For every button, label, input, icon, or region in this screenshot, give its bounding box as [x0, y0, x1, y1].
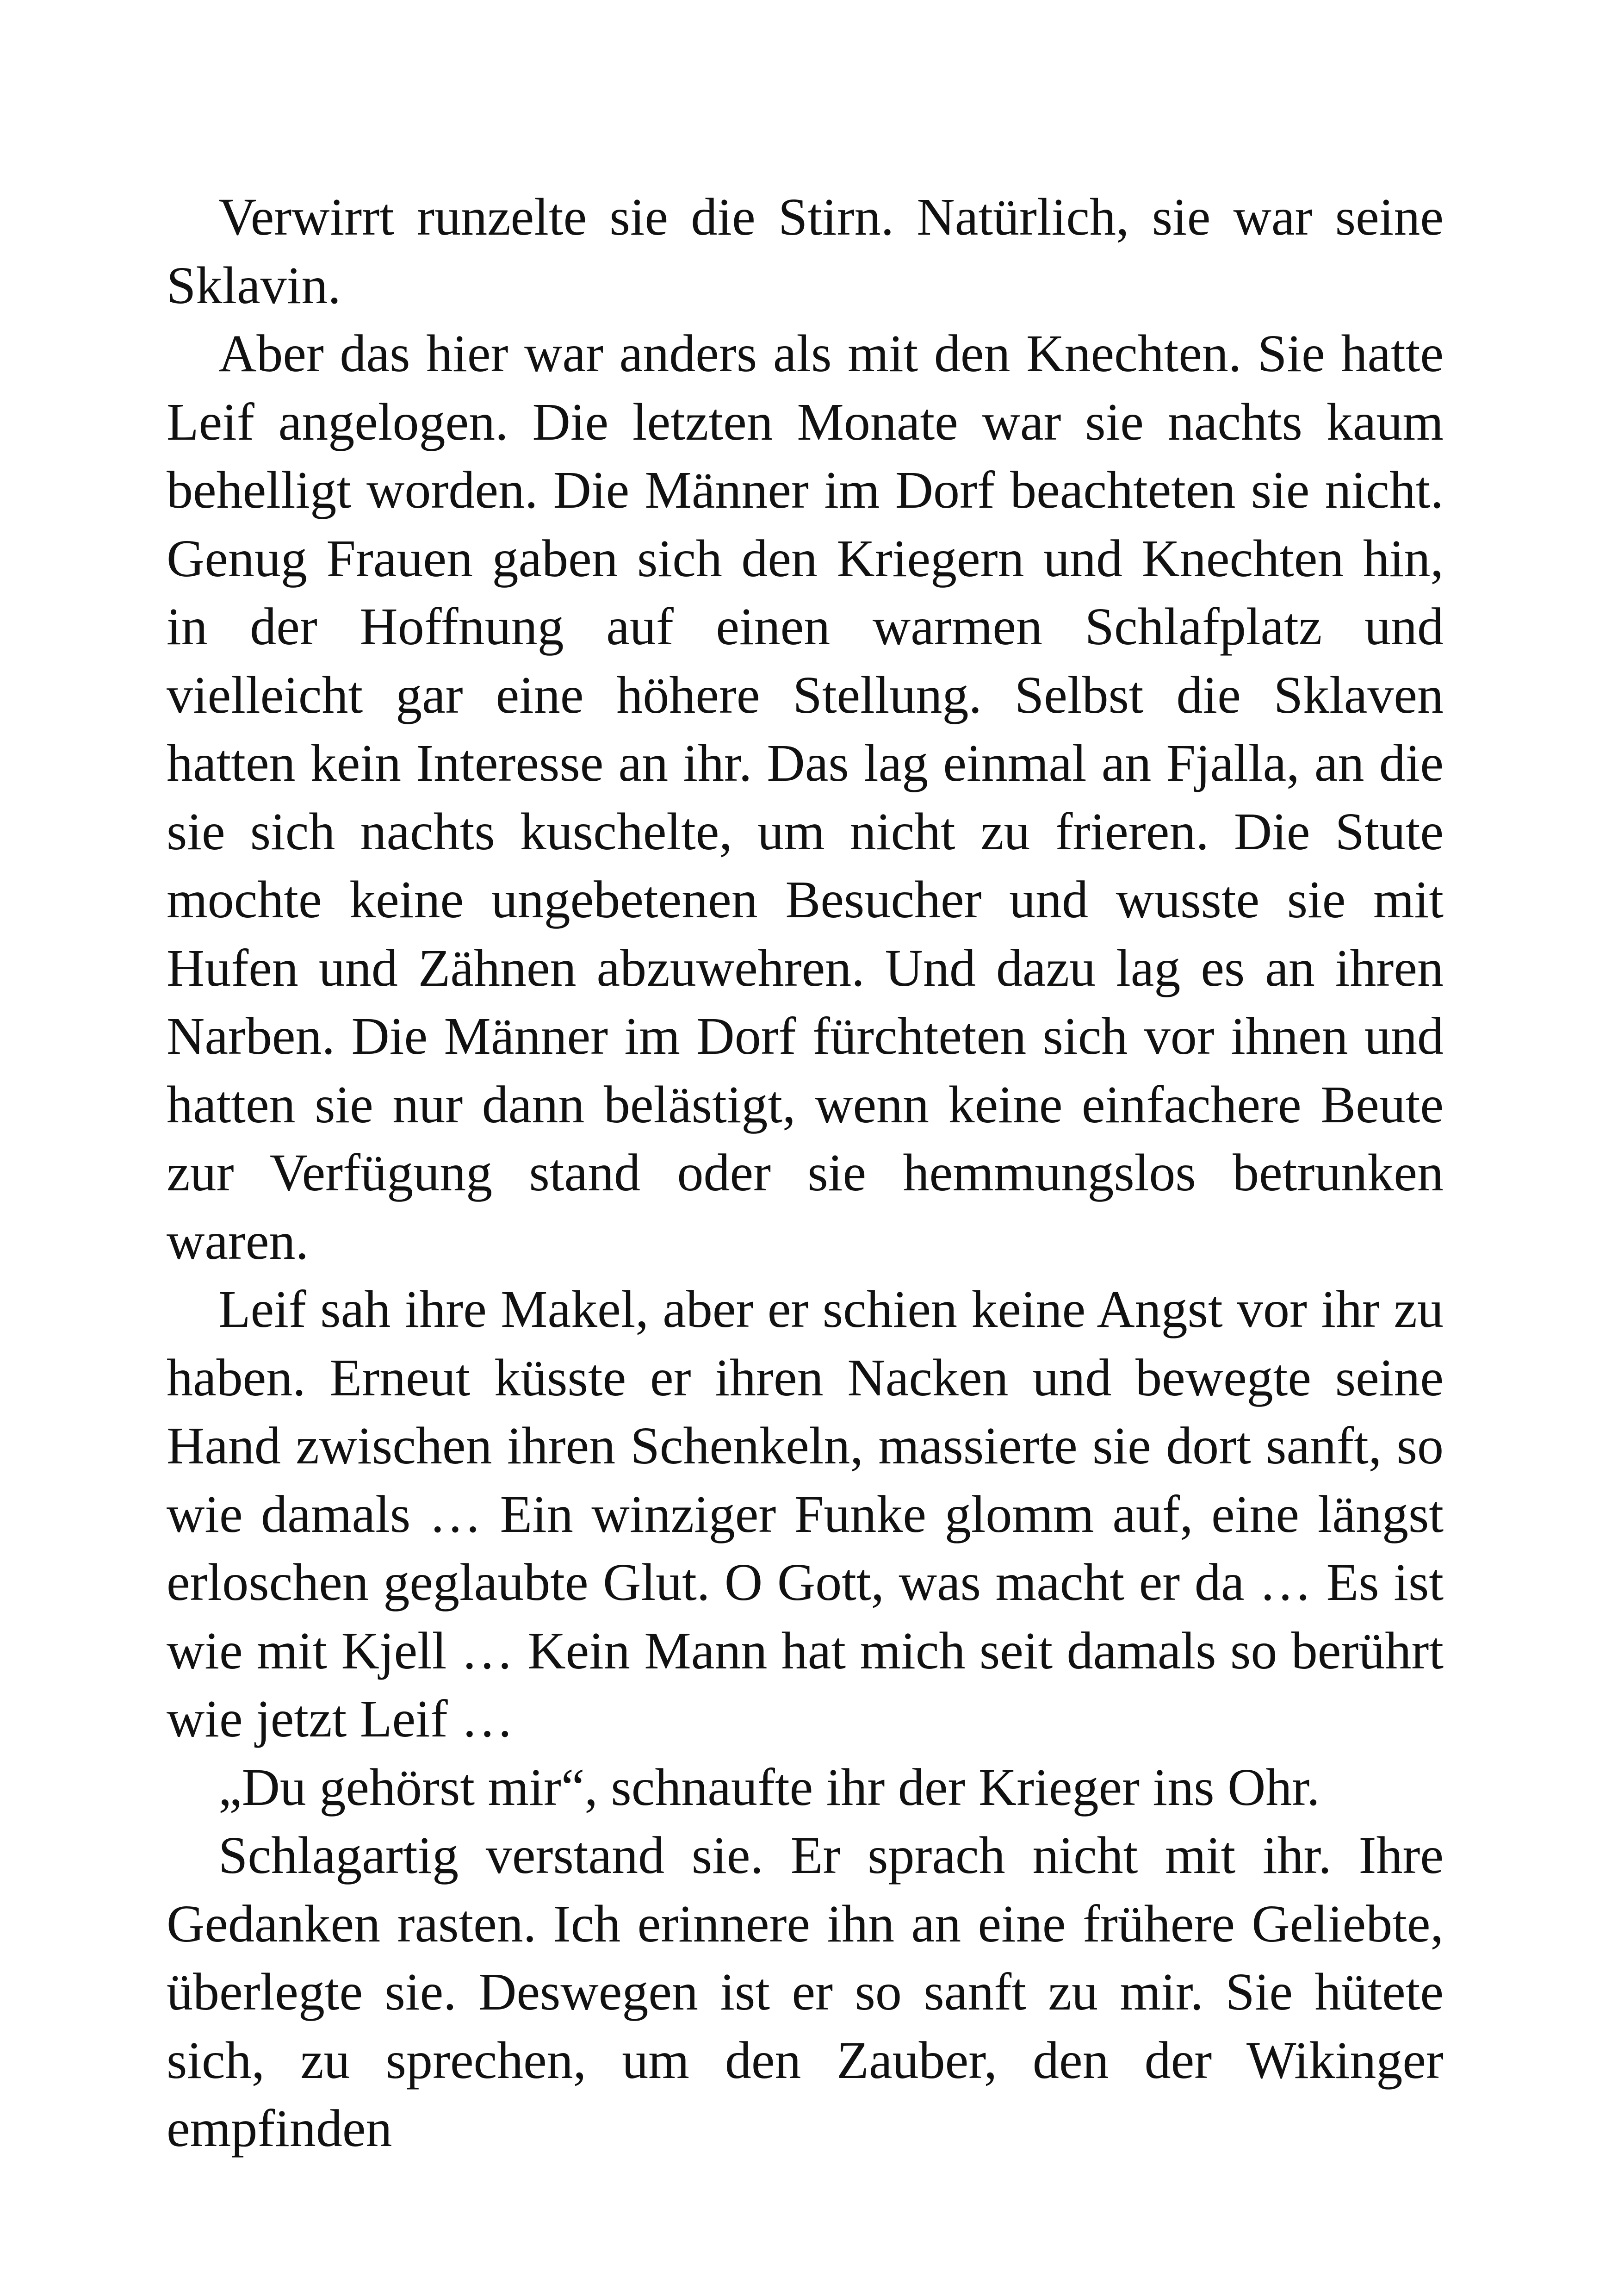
- paragraph-4: „Du gehörst mir“, schnaufte ihr der Krieger ins Ohr.: [218, 1757, 1320, 1817]
- body-text: [167, 183, 1444, 2163]
- paragraph-3: Leif sah ihre Makel, aber er schien keine Angst vor ihr zu haben. Erneut küsste er ihren Nacken und bewegte seine Hand zwischen ihren Schenkeln, massierte sie dort sanft, so wie damals … Ein winziger Funke glomm auf, eine längst erloschen geglaubte Glut. O Gott, was macht er da … Es ist wie mit Kjell … Kein Mann hat mich seit damals so berührt wie jetzt Leif …: [167, 1280, 1444, 1748]
- paragraph-1: Verwirrt runzelte sie die Stirn. Natürlich, sie war seine Sklavin.: [167, 187, 1444, 315]
- paragraph-2: Aber das hier war anders als mit den Knechten. Sie hatte Leif angelogen. Die letzten Monate war sie nachts kaum behelligt worden. Die Männer im Dorf beachteten sie nicht. Genug Frauen gaben sich den Kriegern und Knechten hin, in der Hoffnung auf einen warmen Schlafplatz und vielleicht gar eine höhere Stellung. Selbst die Sklaven hatten kein Interesse an ihr. Das lag einmal an Fjalla, an die sie sich nachts kuschelte, um nicht zu frieren. Die Stute mochte keine ungebetenen Besucher und wusste sie mit Hufen und Zähnen abzuwehren. Und dazu lag es an ihren Narben. Die Männer im Dorf fürchteten sich vor ihnen und hatten sie nur dann belästigt, wenn keine einfachere Beute zur Verfügung stand oder sie hemmungslos betrunken waren.: [167, 324, 1444, 1270]
- paragraph-5: Schlagartig verstand sie. Er sprach nicht mit ihr. Ihre Gedanken rasten. Ich erinnere ihn an eine frühere Geliebte, überlegte sie. Deswegen ist er so sanft zu mir. Sie hütete sich, zu sprechen, um den Zauber, den der Wikinger empfinden: [167, 1826, 1444, 2158]
